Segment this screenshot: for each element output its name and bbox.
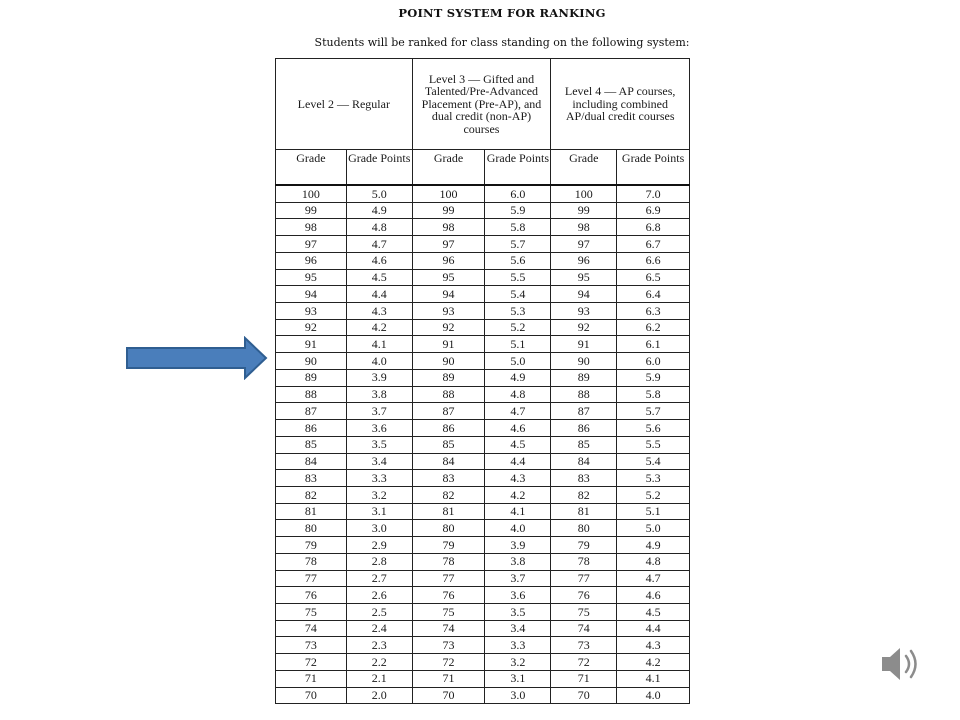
grade-cell: 72	[551, 654, 617, 671]
level-2-header: Level 2 — Regular	[276, 59, 413, 150]
grade-points-cell: 5.8	[617, 386, 690, 403]
grade-cell: 87	[412, 403, 485, 420]
grade-cell: 94	[276, 286, 347, 303]
grade-cell: 70	[551, 687, 617, 704]
grade-cell: 74	[551, 620, 617, 637]
grade-cell: 97	[551, 236, 617, 253]
grade-cell: 87	[551, 403, 617, 420]
grade-cell: 72	[412, 654, 485, 671]
grade-cell: 100	[276, 185, 347, 202]
grade-points-cell: 5.9	[485, 202, 551, 219]
table-row	[276, 319, 690, 336]
grade-cell: 86	[412, 420, 485, 437]
grade-points-cell: 4.7	[485, 403, 551, 420]
grade-cell: 74	[412, 620, 485, 637]
grade-points-cell: 4.2	[617, 654, 690, 671]
grade-points-cell: 4.6	[346, 252, 412, 269]
grade-points-cell: 2.5	[346, 603, 412, 620]
grade-points-cell: 2.9	[346, 537, 412, 554]
grade-cell: 94	[412, 286, 485, 303]
table-row	[276, 202, 690, 219]
grade-points-cell: 6.8	[617, 219, 690, 236]
grade-cell: 73	[551, 637, 617, 654]
grade-cell: 91	[551, 336, 617, 353]
grade-points-cell: 4.1	[346, 336, 412, 353]
grade-points-cell: 5.3	[485, 303, 551, 320]
table-row	[276, 269, 690, 286]
grade-points-cell: 3.4	[485, 620, 551, 637]
grade-cell: 90	[551, 353, 617, 370]
grade-cell: 92	[276, 319, 347, 336]
grade-cell: 83	[412, 470, 485, 487]
grade-cell: 85	[551, 436, 617, 453]
grade-points-cell: 4.0	[617, 687, 690, 704]
grade-points-cell: 5.1	[617, 503, 690, 520]
grade-cell: 91	[412, 336, 485, 353]
grade-cell: 75	[412, 603, 485, 620]
grade-points-cell: 4.4	[346, 286, 412, 303]
table-row	[276, 420, 690, 437]
grade-points-cell: 3.9	[485, 537, 551, 554]
grade-points-cell: 2.6	[346, 587, 412, 604]
table-row	[276, 185, 690, 202]
grade-cell: 76	[551, 587, 617, 604]
grade-points-cell: 6.4	[617, 286, 690, 303]
grade-points-cell: 4.1	[617, 670, 690, 687]
grade-cell: 89	[276, 369, 347, 386]
grade-cell: 83	[551, 470, 617, 487]
grade-cell: 82	[276, 486, 347, 503]
grade-cell: 71	[412, 670, 485, 687]
column-header-grade: Grade	[551, 150, 617, 186]
grade-points-cell: 5.7	[617, 403, 690, 420]
grade-points-cell: 3.6	[485, 587, 551, 604]
table-body	[276, 185, 690, 704]
grade-cell: 82	[412, 486, 485, 503]
table-row	[276, 537, 690, 554]
grade-cell: 73	[276, 637, 347, 654]
grade-cell: 77	[412, 570, 485, 587]
grade-points-cell: 4.7	[617, 570, 690, 587]
grade-cell: 90	[276, 353, 347, 370]
table-row	[276, 336, 690, 353]
table-row	[276, 553, 690, 570]
grade-points-cell: 4.0	[346, 353, 412, 370]
table-row	[276, 603, 690, 620]
grade-points-cell: 5.2	[617, 486, 690, 503]
grade-points-cell: 4.4	[485, 453, 551, 470]
grade-cell: 78	[412, 553, 485, 570]
grade-cell: 76	[412, 587, 485, 604]
grade-points-cell: 2.4	[346, 620, 412, 637]
grade-cell: 80	[551, 520, 617, 537]
grade-cell: 80	[412, 520, 485, 537]
grade-points-cell: 2.1	[346, 670, 412, 687]
grade-points-cell: 3.2	[485, 654, 551, 671]
grade-cell: 85	[276, 436, 347, 453]
grade-points-cell: 3.0	[346, 520, 412, 537]
grade-cell: 84	[551, 453, 617, 470]
grade-cell: 100	[551, 185, 617, 202]
grade-points-cell: 3.6	[346, 420, 412, 437]
grade-cell: 91	[276, 336, 347, 353]
grade-points-cell: 4.9	[617, 537, 690, 554]
grade-cell: 83	[276, 470, 347, 487]
grade-cell: 86	[276, 420, 347, 437]
right-arrow-icon	[125, 336, 269, 380]
grade-points-cell: 4.5	[485, 436, 551, 453]
grade-points-cell: 3.8	[485, 553, 551, 570]
grade-cell: 92	[551, 319, 617, 336]
grade-points-cell: 4.4	[617, 620, 690, 637]
table-row	[276, 486, 690, 503]
grade-points-cell: 5.0	[346, 185, 412, 202]
level-4-header: Level 4 — AP courses, including combined AP/dual credit courses	[551, 59, 690, 150]
grade-cell: 70	[276, 687, 347, 704]
grade-points-cell: 6.0	[485, 185, 551, 202]
grade-cell: 93	[551, 303, 617, 320]
grade-points-cell: 4.8	[617, 553, 690, 570]
grade-points-cell: 6.3	[617, 303, 690, 320]
grade-cell: 70	[412, 687, 485, 704]
table-row	[276, 369, 690, 386]
grade-points-cell: 6.9	[617, 202, 690, 219]
grade-points-cell: 4.6	[485, 420, 551, 437]
grade-points-cell: 3.7	[485, 570, 551, 587]
grade-cell: 82	[551, 486, 617, 503]
grade-cell: 93	[276, 303, 347, 320]
grade-cell: 81	[551, 503, 617, 520]
grade-cell: 98	[412, 219, 485, 236]
grade-cell: 74	[276, 620, 347, 637]
grade-points-cell: 3.5	[485, 603, 551, 620]
column-header-grade-points: Grade Points	[485, 150, 551, 186]
grade-points-cell: 2.0	[346, 687, 412, 704]
grade-cell: 95	[276, 269, 347, 286]
grade-cell: 73	[412, 637, 485, 654]
grade-points-cell: 5.5	[485, 269, 551, 286]
grade-cell: 80	[276, 520, 347, 537]
table-row	[276, 620, 690, 637]
grade-cell: 81	[412, 503, 485, 520]
grade-cell: 96	[276, 252, 347, 269]
grade-points-cell: 5.1	[485, 336, 551, 353]
grade-points-cell: 2.2	[346, 654, 412, 671]
table-row	[276, 403, 690, 420]
grade-points-cell: 4.2	[485, 486, 551, 503]
grade-points-cell: 5.0	[485, 353, 551, 370]
grade-points-cell: 4.6	[617, 587, 690, 604]
grade-cell: 79	[276, 537, 347, 554]
grade-cell: 78	[276, 553, 347, 570]
grade-points-cell: 6.2	[617, 319, 690, 336]
grade-cell: 84	[412, 453, 485, 470]
grade-cell: 94	[551, 286, 617, 303]
grade-points-cell: 6.0	[617, 353, 690, 370]
grade-cell: 88	[276, 386, 347, 403]
grade-cell: 85	[412, 436, 485, 453]
grade-points-cell: 6.6	[617, 252, 690, 269]
table-row	[276, 286, 690, 303]
grade-points-cell: 5.8	[485, 219, 551, 236]
page-title: POINT SYSTEM FOR RANKING	[398, 6, 606, 20]
table-row	[276, 503, 690, 520]
table-row	[276, 303, 690, 320]
grade-cell: 98	[276, 219, 347, 236]
grade-cell: 88	[551, 386, 617, 403]
grade-points-cell: 4.1	[485, 503, 551, 520]
grade-cell: 78	[551, 553, 617, 570]
grade-points-cell: 6.5	[617, 269, 690, 286]
grade-cell: 75	[551, 603, 617, 620]
grade-cell: 86	[551, 420, 617, 437]
grade-points-cell: 3.5	[346, 436, 412, 453]
grade-cell: 99	[276, 202, 347, 219]
table-row	[276, 670, 690, 687]
grade-points-cell: 2.8	[346, 553, 412, 570]
grade-cell: 97	[412, 236, 485, 253]
table-row	[276, 687, 690, 704]
grade-points-cell: 5.6	[485, 252, 551, 269]
grade-cell: 98	[551, 219, 617, 236]
grade-points-cell: 6.7	[617, 236, 690, 253]
grade-points-cell: 4.0	[485, 520, 551, 537]
grade-cell: 89	[551, 369, 617, 386]
grade-points-cell: 4.3	[346, 303, 412, 320]
grade-points-cell: 4.9	[346, 202, 412, 219]
grade-points-cell: 5.2	[485, 319, 551, 336]
grade-points-cell: 3.1	[346, 503, 412, 520]
grade-cell: 71	[551, 670, 617, 687]
grade-cell: 71	[276, 670, 347, 687]
grade-points-cell: 3.7	[346, 403, 412, 420]
grade-points-cell: 3.1	[485, 670, 551, 687]
grade-cell: 90	[412, 353, 485, 370]
grade-points-cell: 4.8	[485, 386, 551, 403]
grade-cell: 76	[276, 587, 347, 604]
grade-cell: 97	[276, 236, 347, 253]
grade-points-cell: 5.9	[617, 369, 690, 386]
grade-cell: 93	[412, 303, 485, 320]
grade-points-cell: 4.3	[617, 637, 690, 654]
grade-points-cell: 3.9	[346, 369, 412, 386]
grade-cell: 95	[551, 269, 617, 286]
grade-points-cell: 2.7	[346, 570, 412, 587]
grade-cell: 99	[412, 202, 485, 219]
point-system-table	[275, 58, 690, 704]
grade-points-cell: 3.2	[346, 486, 412, 503]
grade-cell: 92	[412, 319, 485, 336]
table-row	[276, 570, 690, 587]
grade-points-cell: 4.7	[346, 236, 412, 253]
grade-points-cell: 5.4	[617, 453, 690, 470]
grade-points-cell: 4.5	[617, 603, 690, 620]
table-row	[276, 654, 690, 671]
column-header-grade-points: Grade Points	[346, 150, 412, 186]
grade-points-cell: 3.4	[346, 453, 412, 470]
grade-cell: 95	[412, 269, 485, 286]
grade-cell: 79	[551, 537, 617, 554]
grade-points-cell: 5.6	[617, 420, 690, 437]
grade-cell: 84	[276, 453, 347, 470]
grade-points-cell: 5.5	[617, 436, 690, 453]
table-row	[276, 520, 690, 537]
grade-cell: 81	[276, 503, 347, 520]
grade-points-cell: 4.5	[346, 269, 412, 286]
level-3-header: Level 3 — Gifted and Talented/Pre-Advanced Placement (Pre-AP), and dual credit (non-AP) courses	[412, 59, 551, 150]
table-row	[276, 587, 690, 604]
grade-cell: 77	[551, 570, 617, 587]
grade-points-cell: 4.9	[485, 369, 551, 386]
table-row	[276, 353, 690, 370]
column-header-grade: Grade	[276, 150, 347, 186]
grade-points-cell: 6.1	[617, 336, 690, 353]
table-row	[276, 470, 690, 487]
grade-points-cell: 2.3	[346, 637, 412, 654]
grade-points-cell: 5.4	[485, 286, 551, 303]
grade-cell: 89	[412, 369, 485, 386]
grade-cell: 72	[276, 654, 347, 671]
grade-cell: 88	[412, 386, 485, 403]
grade-cell: 96	[412, 252, 485, 269]
grade-points-cell: 4.2	[346, 319, 412, 336]
grade-points-cell: 4.3	[485, 470, 551, 487]
grade-points-cell: 5.0	[617, 520, 690, 537]
grade-cell: 77	[276, 570, 347, 587]
table-row	[276, 252, 690, 269]
grade-points-cell: 3.0	[485, 687, 551, 704]
grade-points-cell: 7.0	[617, 185, 690, 202]
subtitle: Students will be ranked for class standing on the following system:	[314, 36, 690, 49]
column-header-grade-points: Grade Points	[617, 150, 690, 186]
speaker-icon[interactable]	[880, 644, 924, 684]
table-row	[276, 236, 690, 253]
table-row	[276, 436, 690, 453]
grade-points-cell: 3.3	[346, 470, 412, 487]
table-row	[276, 386, 690, 403]
table-row	[276, 453, 690, 470]
grade-points-cell: 5.3	[617, 470, 690, 487]
grade-cell: 75	[276, 603, 347, 620]
grade-cell: 99	[551, 202, 617, 219]
grade-points-cell: 3.8	[346, 386, 412, 403]
grade-cell: 96	[551, 252, 617, 269]
table-row	[276, 637, 690, 654]
grade-points-cell: 3.3	[485, 637, 551, 654]
column-header-grade: Grade	[412, 150, 485, 186]
grade-points-cell: 5.7	[485, 236, 551, 253]
grade-cell: 79	[412, 537, 485, 554]
table-row	[276, 219, 690, 236]
grade-cell: 87	[276, 403, 347, 420]
grade-cell: 100	[412, 185, 485, 202]
grade-points-cell: 4.8	[346, 219, 412, 236]
